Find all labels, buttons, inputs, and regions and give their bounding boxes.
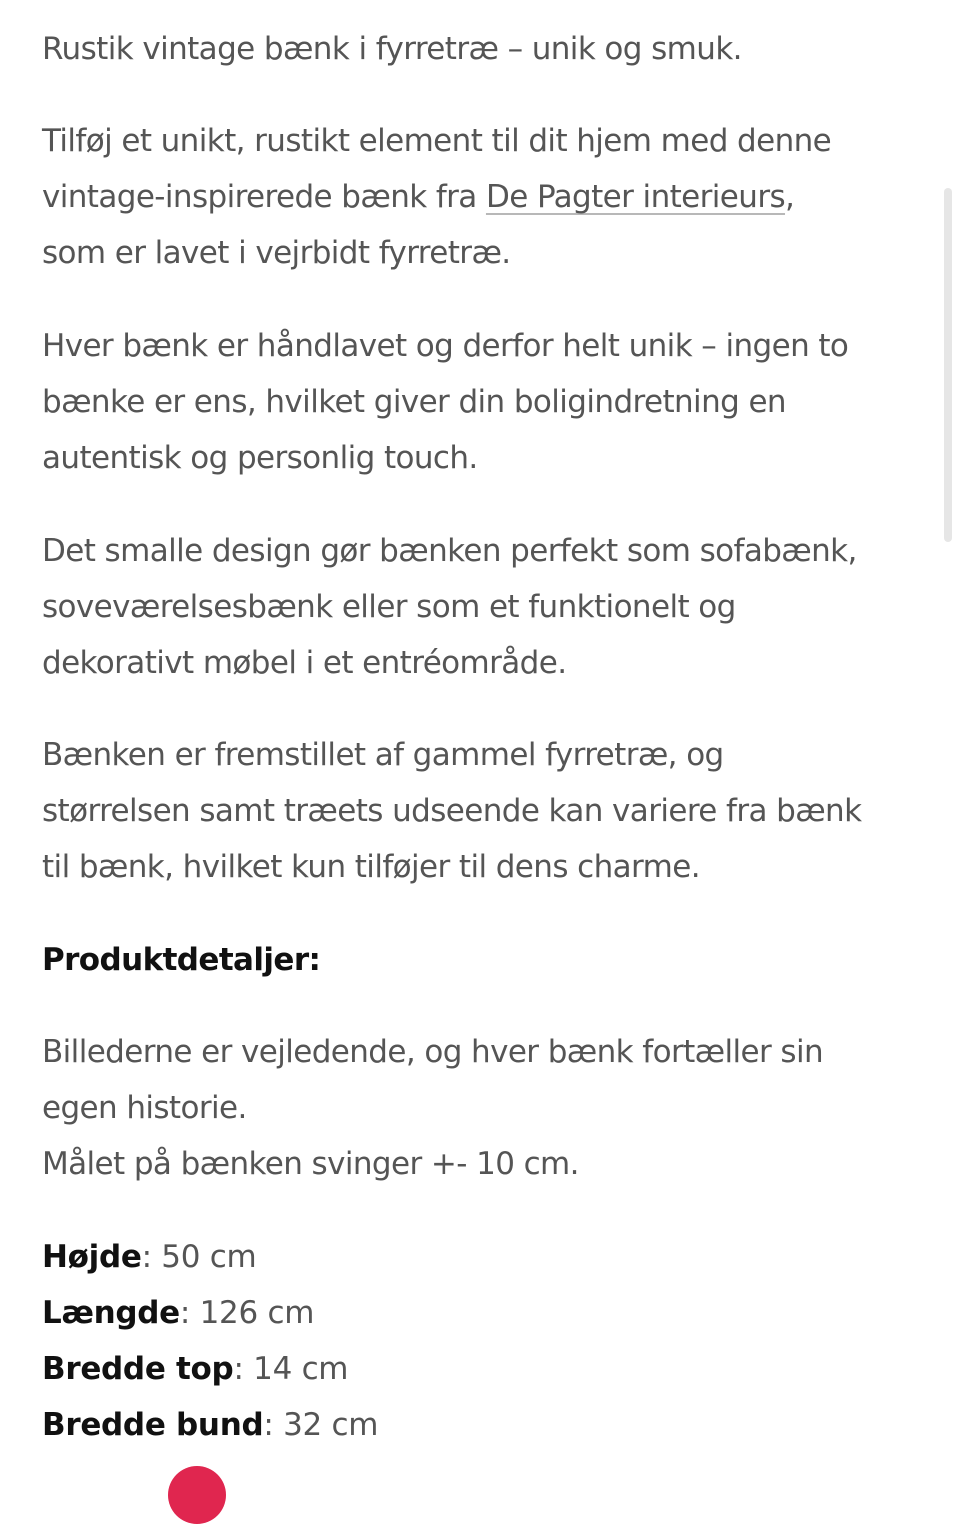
intro-text	[42, 21, 742, 77]
spec-width-top	[42, 1341, 348, 1397]
note-line-1: Billederne er vejledende, og hver bænk fortæller sin	[42, 1034, 824, 1070]
spec-width-bottom	[42, 1397, 378, 1453]
spec-label: Bredde bund	[42, 1407, 264, 1443]
comma: ,	[785, 179, 795, 215]
spec-label: Længde	[42, 1295, 180, 1331]
note-line-2: egen historie.	[42, 1090, 247, 1126]
paragraph-1-line-2	[42, 169, 831, 225]
spec-value: 32 cm	[273, 1407, 379, 1443]
paragraph-1-line-3: som er lavet i vejrbidt fyrretræ.	[42, 235, 511, 271]
spec-value: 14 cm	[243, 1351, 349, 1387]
product-details-note	[42, 1024, 823, 1192]
paragraph-4	[42, 727, 861, 895]
paragraph-1	[42, 113, 831, 281]
intro-line: Rustik vintage bænk i fyrretræ – unik og smuk.	[42, 31, 742, 67]
spec-length	[42, 1285, 314, 1341]
paragraph-4-line-1: Bænken er fremstillet af gammel fyrretræ, og	[42, 737, 724, 773]
paragraph-2-line-1: Hver bænk er håndlavet og derfor helt unik – ingen to	[42, 328, 849, 364]
paragraph-2-line-3: autentisk og personlig touch.	[42, 440, 478, 476]
paragraph-1-line-1: Tilføj et unikt, rustikt element til dit hjem med denne	[42, 123, 832, 159]
spec-height	[42, 1229, 256, 1285]
floating-action-button[interactable]	[168, 1466, 226, 1524]
spec-separator: :	[179, 1295, 191, 1331]
brand-link[interactable]: De Pagter interieurs	[485, 179, 786, 215]
spec-value: 50 cm	[151, 1239, 257, 1275]
paragraph-3-line-1: Det smalle design gør bænken perfekt som sofabænk,	[42, 533, 857, 569]
spec-separator: :	[263, 1407, 274, 1443]
note-line-3: Målet på bænken svinger +- 10 cm.	[42, 1146, 579, 1182]
paragraph-1-line-2-text: vintage-inspirerede bænk fra	[42, 179, 486, 215]
spec-label: Højde	[42, 1239, 142, 1275]
product-details-heading: Produktdetaljer:	[42, 942, 321, 978]
spec-value: 126 cm	[190, 1295, 315, 1331]
paragraph-3-line-2: soveværelsesbænk eller som et funktionelt og	[42, 589, 736, 625]
paragraph-3-line-3: dekorativt møbel i et entréområde.	[42, 645, 567, 681]
vertical-scrollbar[interactable]	[944, 188, 952, 542]
paragraph-2	[42, 318, 848, 486]
paragraph-3	[42, 523, 857, 691]
paragraph-2-line-2: bænke er ens, hvilket giver din boligindretning en	[42, 384, 786, 420]
spec-separator: :	[233, 1351, 244, 1387]
spec-separator: :	[141, 1239, 152, 1275]
paragraph-4-line-3: til bænk, hvilket kun tilføjer til dens charme.	[42, 849, 700, 885]
spec-label: Bredde top	[42, 1351, 234, 1387]
paragraph-4-line-2: størrelsen samt træets udseende kan variere fra bænk	[42, 793, 862, 829]
